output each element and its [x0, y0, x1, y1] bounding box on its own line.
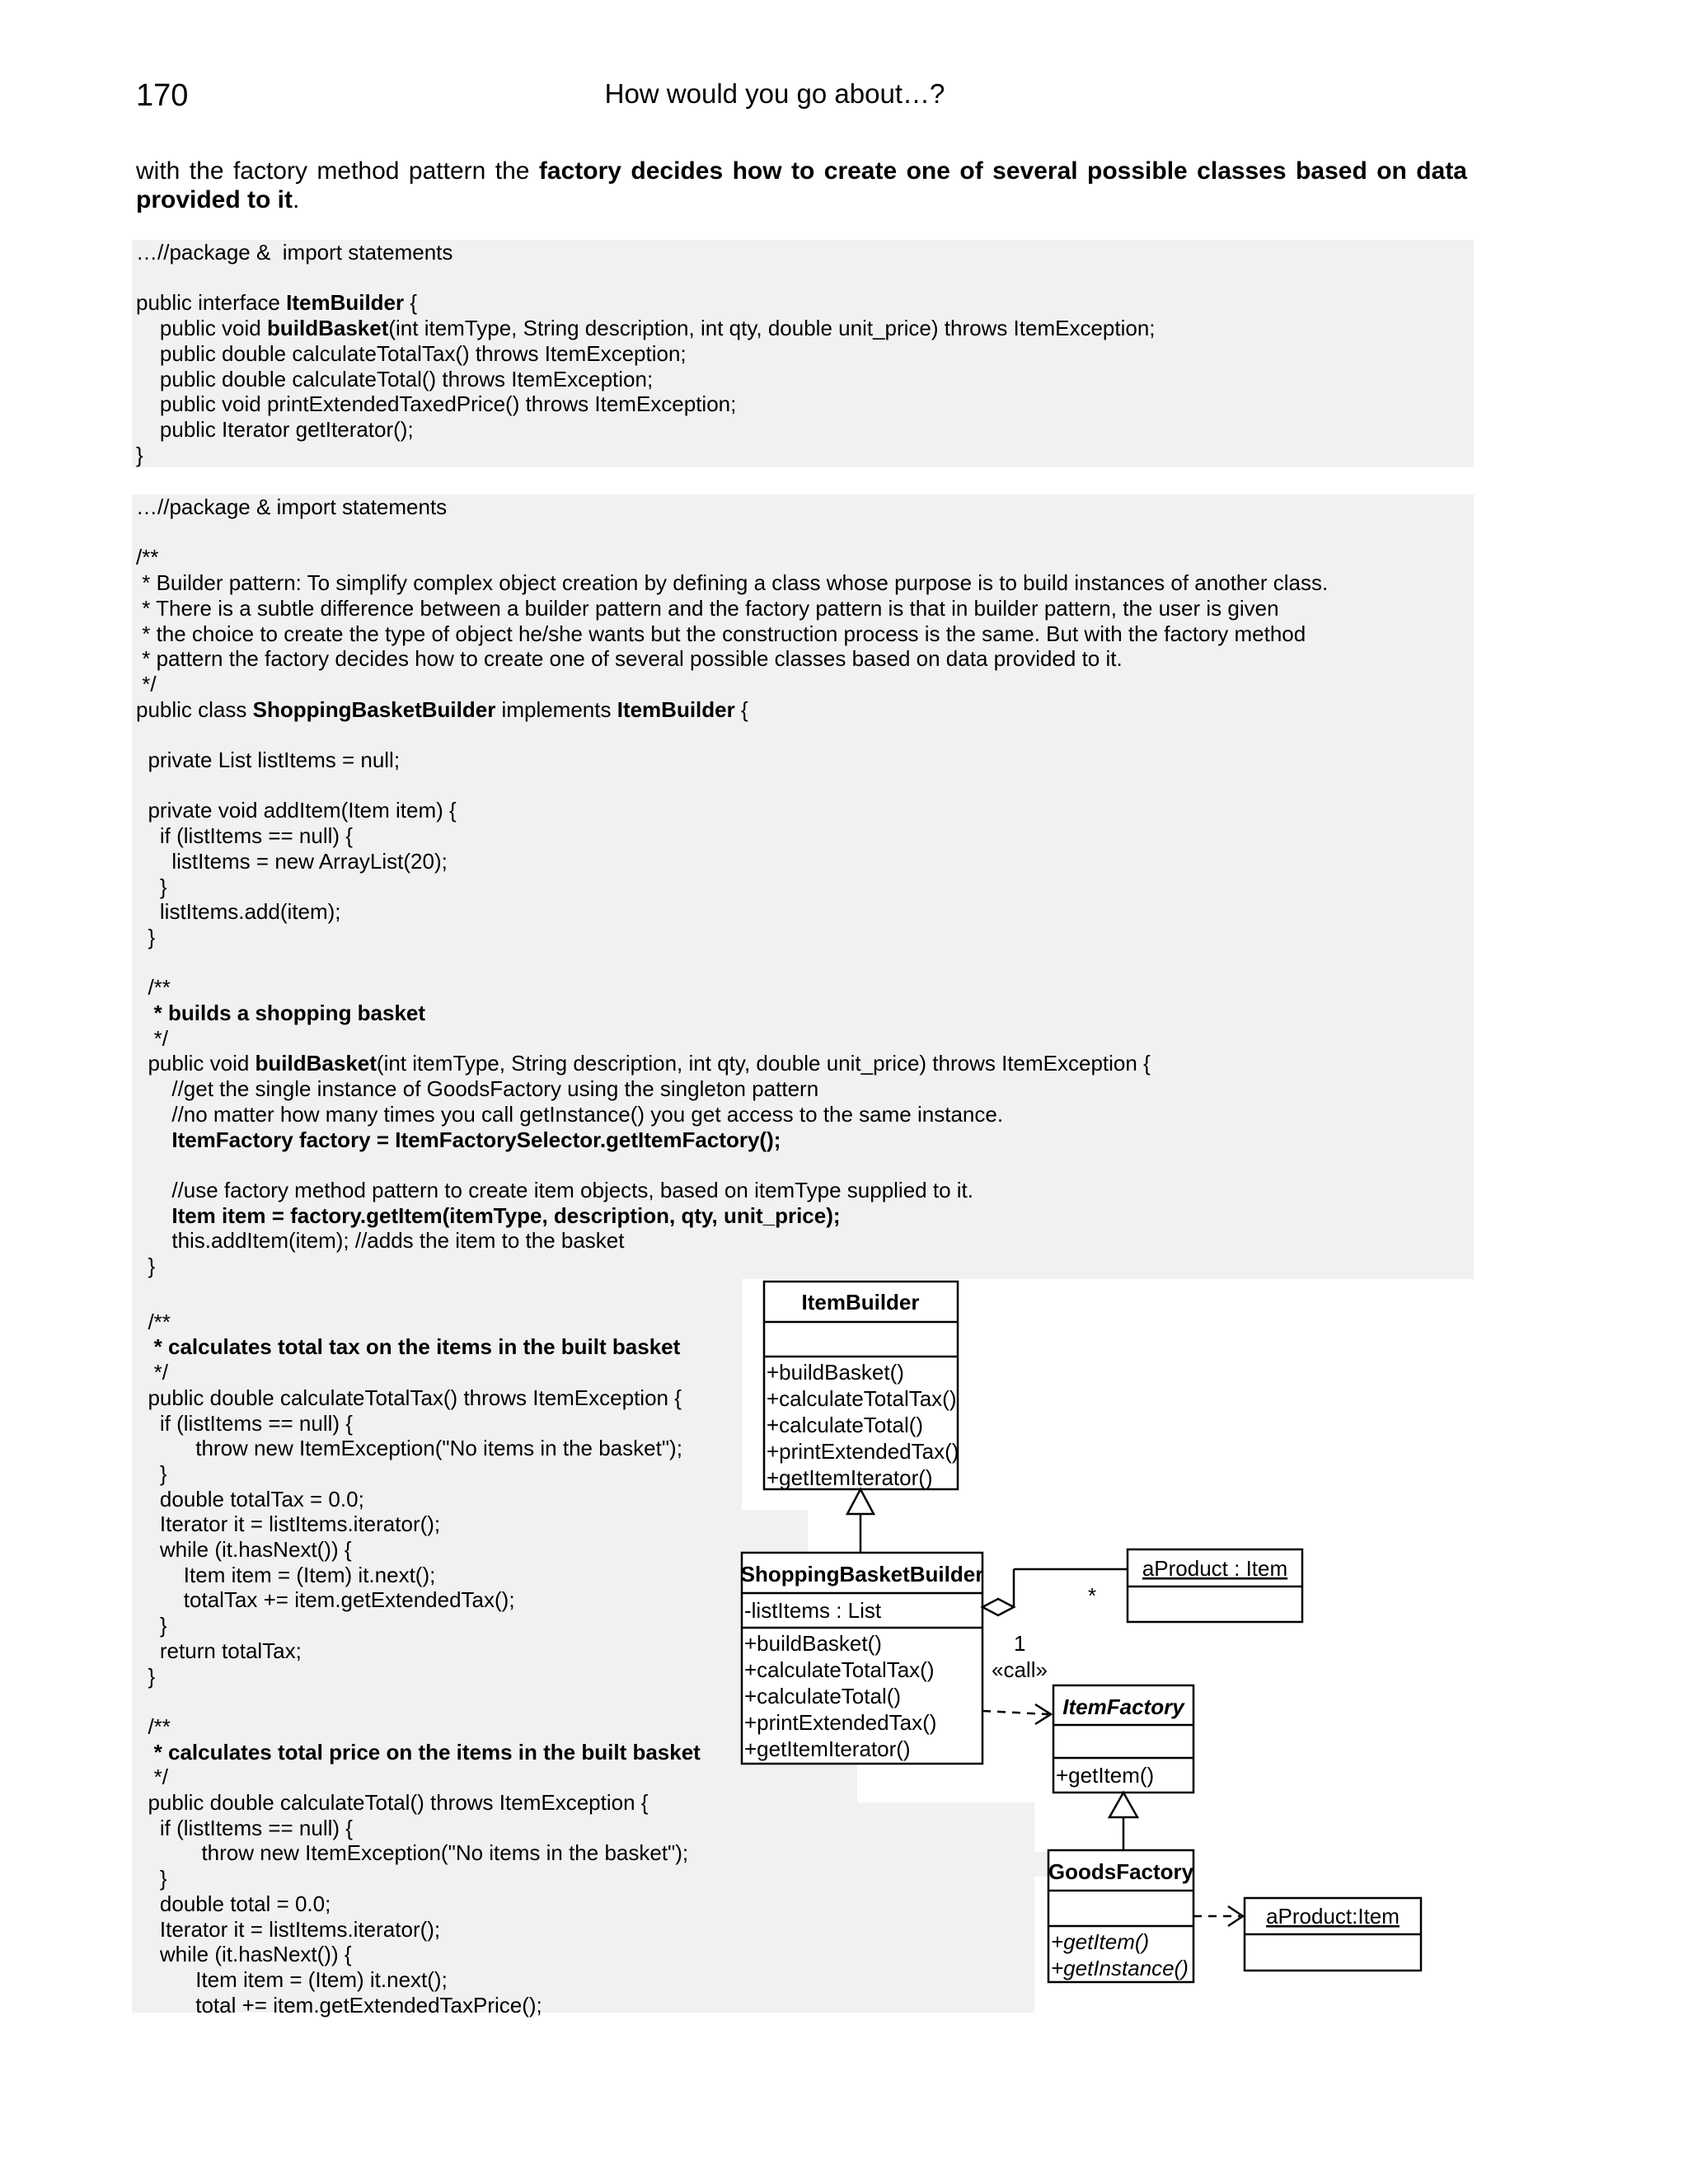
uml-method: +getItemIterator()	[767, 1465, 933, 1490]
code-line: private List listItems = null;	[136, 748, 401, 773]
code-line: * calculates total price on the items in the built basket	[136, 1739, 701, 1765]
code-line: throw new ItemException("No items in the basket");	[136, 1840, 689, 1866]
uml-goods-factory-name: GoodsFactory	[1048, 1859, 1194, 1884]
code-line: listItems = new ArrayList(20);	[136, 848, 448, 874]
uml-call-stereotype: «call»	[992, 1657, 1048, 1682]
code-line: */	[136, 1765, 169, 1790]
code-line: …//package & import statements	[136, 240, 453, 265]
code-line: //use factory method pattern to create item objects, based on itemType supplied to it.	[136, 1177, 973, 1202]
uml-attribute: -listItems : List	[744, 1598, 882, 1623]
code-line: * pattern the factory decides how to create one of several possible classes based on data provided to it.	[136, 646, 1123, 672]
code-line: * Builder pattern: To simplify complex object creation by defining a class whose purpose is to build instances of another class.	[136, 570, 1329, 596]
code-line: //get the single instance of GoodsFactory using the singleton pattern	[136, 1076, 819, 1102]
uml-method: +calculateTotal()	[767, 1413, 924, 1437]
intro-end: .	[293, 186, 300, 213]
code-line: while (it.hasNext()) {	[136, 1942, 352, 1967]
code-line: }	[136, 1254, 156, 1279]
code-line: listItems.add(item);	[136, 899, 341, 925]
uml-item-builder-name: ItemBuilder	[801, 1290, 920, 1315]
code-line: totalTax += item.getExtendedTax();	[136, 1587, 515, 1613]
uml-multiplicity-one: 1	[1014, 1631, 1026, 1656]
code-line: if (listItems == null) {	[136, 1815, 353, 1840]
code-line: public void buildBasket(int itemType, String description, int qty, double unit_price) throws ItemException;	[136, 316, 1156, 341]
code-line: while (it.hasNext()) {	[136, 1537, 352, 1563]
code-line: }	[136, 874, 167, 899]
code-line: if (listItems == null) {	[136, 1410, 353, 1436]
uml-method: +printExtendedTax()	[767, 1439, 959, 1464]
intro-bold: factory decides how to create one of several possible classes based on data provided to it	[136, 157, 1467, 213]
uml-method: +getItem()	[1051, 1929, 1150, 1954]
code-line: */	[136, 1360, 169, 1385]
uml-a-product-name: aProduct : Item	[1142, 1556, 1288, 1581]
code-line: public double calculateTotal() throws ItemException {	[136, 1790, 649, 1816]
code-line: /**	[136, 545, 159, 570]
code-line: public double calculateTotal() throws ItemException;	[136, 366, 654, 391]
code-line: public class ShoppingBasketBuilder implements ItemBuilder {	[136, 696, 748, 722]
code-line: Iterator it = listItems.iterator();	[136, 1916, 441, 1942]
code-line: Iterator it = listItems.iterator();	[136, 1511, 441, 1537]
code-line: …//package & import statements	[136, 494, 448, 519]
code-line: ItemFactory factory = ItemFactorySelector.getItemFactory();	[136, 1127, 781, 1152]
uml-shopping-basket-builder-name: ShoppingBasketBuilder	[740, 1562, 984, 1586]
code-line: }	[136, 1866, 167, 1891]
code-line: public void buildBasket(int itemType, String description, int qty, double unit_price) throws ItemException {	[136, 1051, 1151, 1076]
code-line: */	[136, 1025, 169, 1051]
code-line: }	[136, 1613, 167, 1638]
code-line: if (listItems == null) {	[136, 823, 353, 849]
uml-item-factory-name: ItemFactory	[1062, 1694, 1184, 1719]
code-line: /**	[136, 1713, 171, 1739]
code-line: Item item = (Item) it.next();	[136, 1966, 448, 1992]
code-line: double total = 0.0;	[136, 1891, 331, 1916]
code-line: Item item = factory.getItem(itemType, description, qty, unit_price);	[136, 1202, 841, 1228]
uml-method: +calculateTotalTax()	[767, 1386, 957, 1411]
code-line: }	[136, 442, 143, 467]
uml-method: +calculateTotalTax()	[744, 1657, 935, 1682]
code-line: }	[136, 1460, 167, 1486]
code-line: total += item.getExtendedTaxPrice();	[136, 1992, 542, 2018]
code-line: * builds a shopping basket	[136, 1001, 426, 1026]
code-line: private void addItem(Item item) {	[136, 798, 457, 823]
code-line: throw new ItemException("No items in the basket");	[136, 1436, 682, 1461]
uml-method: +calculateTotal()	[744, 1684, 902, 1708]
uml-multiplicity-many: *	[1088, 1583, 1097, 1608]
uml-method: +getInstance()	[1051, 1956, 1189, 1980]
uml-method: +buildBasket()	[767, 1360, 904, 1385]
code-line: * There is a subtle difference between a builder pattern and the factory pattern is that in builder pattern, the user is given	[136, 595, 1279, 621]
code-line: /**	[136, 1309, 171, 1334]
uml-method: +printExtendedTax()	[744, 1710, 937, 1735]
code-line: */	[136, 671, 157, 696]
code-line: public double calculateTotalTax() throws ItemException;	[136, 340, 687, 366]
uml-method: +buildBasket()	[744, 1631, 882, 1656]
code-line: Item item = (Item) it.next();	[136, 1562, 436, 1587]
code-line: * calculates total tax on the items in the built basket	[136, 1334, 681, 1360]
code-line: public Iterator getIterator();	[136, 416, 414, 442]
uml-method: +getItemIterator()	[744, 1736, 911, 1761]
code-line: this.addItem(item); //adds the item to the basket	[136, 1228, 625, 1254]
running-header: How would you go about…?	[604, 78, 945, 109]
intro-plain: with the factory method pattern the	[136, 157, 539, 185]
code-line: * the choice to create the type of object he/she wants but the construction process is the same. But with the factory method	[136, 621, 1306, 646]
uml-method: +getItem()	[1056, 1763, 1155, 1788]
code-line: /**	[136, 975, 171, 1001]
uml-a-product-2-name: aProduct:Item	[1266, 1904, 1400, 1929]
code-line: return totalTax;	[136, 1638, 302, 1663]
code-line: //no matter how many times you call getInstance() you get access to the same instance.	[136, 1101, 1004, 1127]
code-line: }	[136, 1663, 156, 1689]
code-line: public double calculateTotalTax() throws ItemException {	[136, 1385, 682, 1410]
code-line: double totalTax = 0.0;	[136, 1486, 364, 1511]
code-line: public interface ItemBuilder {	[136, 290, 418, 316]
code-line: }	[136, 924, 156, 949]
code-line: public void printExtendedTaxedPrice() throws ItemException;	[136, 391, 737, 417]
page-number: 170	[136, 78, 189, 113]
